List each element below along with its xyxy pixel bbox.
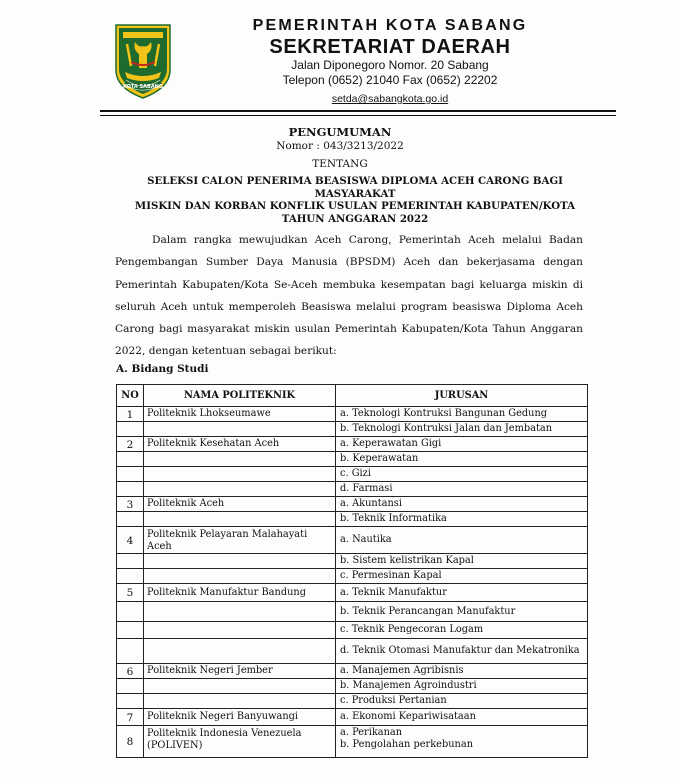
polytechnic-name-empty <box>144 422 336 437</box>
table-row <box>117 452 588 467</box>
header-polytechnic-name: NAMA POLITEKNIK <box>144 385 336 407</box>
row-number-empty <box>117 622 144 639</box>
major-item: a. Teknik Manufaktur <box>336 584 588 602</box>
subject-line: MISKIN DAN KORBAN KONFLIK USULAN PEMERINTAH KABUPATEN/KOTA <box>134 200 576 212</box>
row-number: 3 <box>117 497 144 512</box>
table-row <box>117 679 588 694</box>
letterhead-rule-thick <box>100 110 616 112</box>
polytechnic-name: Politeknik Lhokseumawe <box>144 407 336 422</box>
table-row <box>117 422 588 437</box>
polytechnic-name-empty <box>144 602 336 622</box>
table-row <box>117 467 588 482</box>
polytechnic-name: Politeknik Manufaktur Bandung <box>144 584 336 602</box>
polytechnic-name-empty <box>144 639 336 664</box>
polytechnic-name-empty <box>144 694 336 709</box>
row-number: 6 <box>117 664 144 679</box>
row-number: 2 <box>117 437 144 452</box>
row-number-empty <box>117 694 144 709</box>
major-item: a. Teknologi Kontruksi Bangunan Gedung <box>336 407 588 422</box>
table-row <box>117 482 588 497</box>
major-item: c. Gizi <box>336 467 588 482</box>
table-row <box>117 639 588 664</box>
section-a-heading: A. Bidang Studi <box>116 363 209 375</box>
study-field-table <box>116 384 588 758</box>
table-row <box>117 569 588 584</box>
row-number: 4 <box>117 527 144 554</box>
row-number-empty <box>117 639 144 664</box>
row-number-empty <box>117 482 144 497</box>
major-item: a. Keperawatan Gigi <box>336 437 588 452</box>
major-cell <box>336 726 588 758</box>
major-item: b. Sistem kelistrikan Kapal <box>336 554 588 569</box>
office-name: SEKRETARIAT DAERAH <box>269 36 511 58</box>
major-item: d. Farmasi <box>336 482 588 497</box>
row-number-empty <box>117 512 144 527</box>
polytechnic-name: Politeknik Pelayaran Malahayati Aceh <box>144 527 336 554</box>
row-number-empty <box>117 602 144 622</box>
emblem-caption: KOTA SABANG <box>123 84 163 90</box>
polytechnic-name: Politeknik Negeri Jember <box>144 664 336 679</box>
polytechnic-name-empty <box>144 467 336 482</box>
major-item: d. Teknik Otomasi Manufaktur dan Mekatronika <box>336 639 588 664</box>
row-number-empty <box>117 554 144 569</box>
table-row <box>117 664 588 679</box>
major-item: b. Teknik Perancangan Manufaktur <box>336 602 588 622</box>
polytechnic-name-empty <box>144 679 336 694</box>
announcement-number: Nomor : 043/3213/2022 <box>276 140 404 152</box>
polytechnic-name-empty <box>144 554 336 569</box>
row-number: 7 <box>117 709 144 726</box>
office-phone: Telepon (0652) 21040 Fax (0652) 22202 <box>282 73 498 87</box>
polytechnic-name-empty <box>144 622 336 639</box>
row-number: 1 <box>117 407 144 422</box>
polytechnic-name-empty <box>144 452 336 467</box>
major-item: c. Produksi Pertanian <box>336 694 588 709</box>
polytechnic-name: Politeknik Aceh <box>144 497 336 512</box>
subject-line: SELEKSI CALON PENERIMA BEASISWA DIPLOMA ACEH CARONG BAGI MASYARAKAT <box>147 175 563 200</box>
major-item: b. Pengolahan perkebunan <box>340 739 474 750</box>
major-item: c. Permesinan Kapal <box>336 569 588 584</box>
header-no: NO <box>117 385 144 407</box>
table-row <box>117 709 588 726</box>
major-item: a. Akuntansi <box>336 497 588 512</box>
intro-paragraph: Dalam rangka mewujudkan Aceh Carong, Pemerintah Aceh melalui Badan Pengembangan Sumber Daya Manusia (BPSDM) Aceh dan bekerjasama dengan Pemerintah Kabupaten/Kota Se-Aceh membuka kesempatan bagi keluarga miskin di seluruh Aceh untuk memperoleh Beasiswa melalui program beasiswa Diploma Aceh Carong bagi masyarakat miskin usulan Pemerintah Kabupaten/Kota Tahun Anggaran 2022, dengan ketentuan sebagai berikut: <box>115 234 583 358</box>
major-item: a. Perikanan <box>340 727 403 738</box>
major-item: b. Manajemen Agroindustri <box>336 679 588 694</box>
row-number-empty <box>117 452 144 467</box>
table-row <box>117 694 588 709</box>
major-item: a. Ekonomi Kepariwisataan <box>336 709 588 726</box>
announcement-title: PENGUMUMAN <box>288 125 392 139</box>
polytechnic-name: Politeknik Indonesia Venezuela (POLIVEN) <box>144 726 336 758</box>
table-row <box>117 726 588 758</box>
major-item: a. Manajemen Agribisnis <box>336 664 588 679</box>
row-number-empty <box>117 569 144 584</box>
announcement-subject <box>110 175 600 225</box>
polytechnic-name: Politeknik Negeri Banyuwangi <box>144 709 336 726</box>
polytechnic-name: Politeknik Kesehatan Aceh <box>144 437 336 452</box>
table-row <box>117 602 588 622</box>
subject-line: TAHUN ANGGARAN 2022 <box>281 212 429 225</box>
major-item: b. Teknik Informatika <box>336 512 588 527</box>
table-row <box>117 512 588 527</box>
polytechnic-name-empty <box>144 482 336 497</box>
major-item: a. Nautika <box>336 527 588 554</box>
row-number-empty <box>117 467 144 482</box>
kota-sabang-emblem <box>113 22 173 100</box>
office-email[interactable]: setda@sabangkota.go.id <box>331 93 449 105</box>
announcement-tentang: TENTANG <box>312 158 368 170</box>
letterhead <box>190 16 590 106</box>
letterhead-rule-thin <box>100 115 616 116</box>
office-address: Jalan Diponegoro Nomor. 20 Sabang <box>291 58 489 72</box>
row-number: 5 <box>117 584 144 602</box>
polytechnic-name-empty <box>144 512 336 527</box>
table-row <box>117 437 588 452</box>
government-name: PEMERINTAH KOTA SABANG <box>252 17 528 34</box>
major-item: b. Teknologi Kontruksi Jalan dan Jembatan <box>336 422 588 437</box>
major-item: c. Teknik Pengecoran Logam <box>336 622 588 639</box>
header-major: JURUSAN <box>336 385 588 407</box>
row-number-empty <box>117 422 144 437</box>
polytechnic-name-empty <box>144 569 336 584</box>
table-row <box>117 584 588 602</box>
row-number-empty <box>117 679 144 694</box>
row-number: 8 <box>117 726 144 758</box>
table-row <box>117 554 588 569</box>
major-item: b. Keperawatan <box>336 452 588 467</box>
table-row <box>117 527 588 554</box>
table-row <box>117 407 588 422</box>
table-row <box>117 497 588 512</box>
study-field-body <box>117 407 588 758</box>
table-row <box>117 622 588 639</box>
